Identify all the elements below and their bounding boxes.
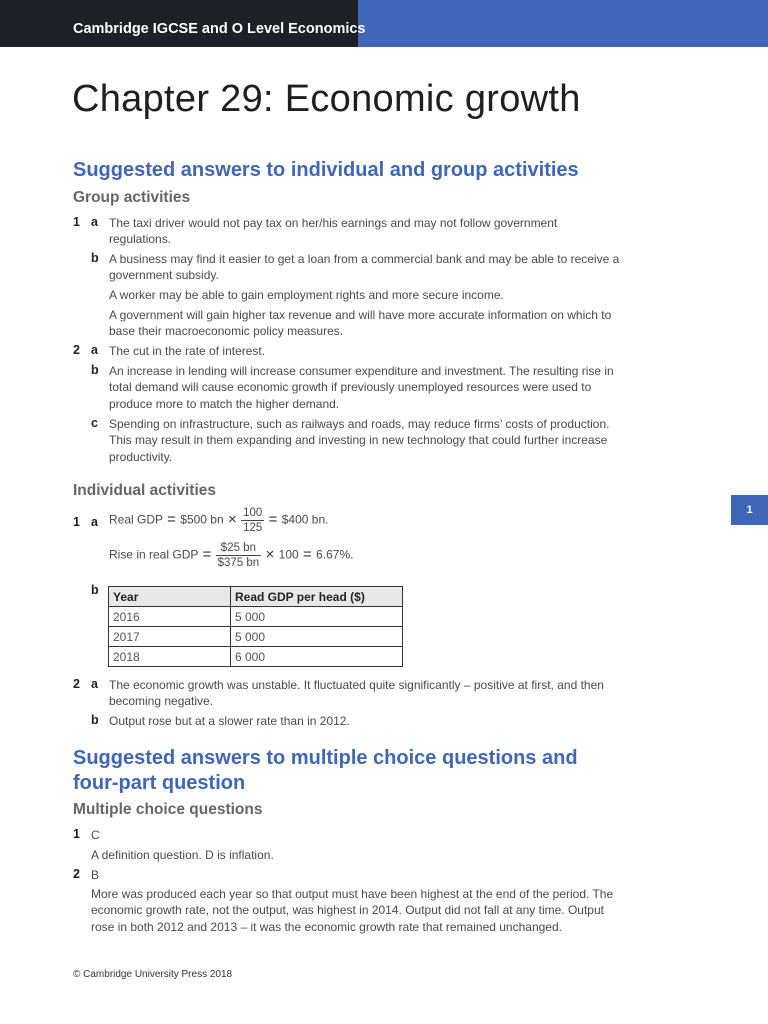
- subheading-individual-activities: Individual activities: [73, 482, 216, 499]
- answer-text: A government will gain higher tax revenue and will have more accurate information on which to base their macroeconomic policy measures.: [109, 308, 612, 339]
- equation-term: 100: [278, 547, 299, 562]
- part-label: a: [91, 677, 98, 691]
- section-heading-line: Suggested answers to multiple choice questions and: [73, 747, 578, 769]
- equation-term: Real GDP: [109, 512, 163, 527]
- question-number: 1: [73, 827, 80, 841]
- denominator: $375 bn: [217, 557, 260, 569]
- part-label: a: [91, 215, 98, 229]
- part-label: b: [91, 363, 99, 377]
- answer-text: A worker may be able to gain employment rights and more secure income.: [109, 288, 504, 302]
- question-number: 1: [73, 215, 80, 229]
- fraction: [241, 506, 264, 535]
- answer-text: Spending on infrastructure, such as railways and roads, may reduce firms’ costs of production. This may result in them expanding and investing in new technology that could further increase productivity.: [109, 417, 610, 464]
- table-cell: 2018: [109, 647, 231, 667]
- rise-in-real-gdp-equation: [109, 541, 353, 570]
- mc-answer-letter: C: [91, 828, 100, 842]
- answer-text: Output rose but at a slower rate than in 2012.: [109, 714, 350, 728]
- book-title: Cambridge IGCSE and O Level Economics: [73, 21, 366, 37]
- times-sign: ×: [228, 510, 237, 528]
- gdp-table: [108, 586, 403, 667]
- table-cell: 6 000: [231, 647, 403, 667]
- numerator: $25 bn: [216, 541, 262, 556]
- question-number: 1: [73, 515, 80, 529]
- equals-sign: =: [202, 545, 212, 563]
- part-label: c: [91, 416, 98, 430]
- part-label: b: [91, 583, 99, 597]
- page-number-tab: 1: [731, 495, 768, 525]
- answer-text: More was produced each year so that output must have been highest at the end of the period. The economic growth rate, not the output, was highest in 2014. Output did not fall at any time. Output rose in both 2012 and 2013 – it was the economic growth rate that remained unchanged.: [91, 887, 614, 934]
- header-bar-accent: [358, 0, 768, 47]
- question-number: 2: [73, 867, 80, 881]
- section-heading-line: four-part question: [73, 772, 246, 794]
- table-row: [109, 647, 403, 667]
- table-header-row: [109, 587, 403, 607]
- part-label: a: [91, 343, 98, 357]
- answer-text: The economic growth was unstable. It fluctuated quite significantly – positive at first, and then becoming negative.: [109, 678, 604, 709]
- equals-sign: =: [268, 510, 278, 528]
- equation-term: Rise in real GDP: [109, 547, 199, 562]
- part-label: b: [91, 251, 99, 265]
- part-label: b: [91, 713, 99, 727]
- mc-answer-letter: B: [91, 868, 100, 882]
- section-heading-activities: Suggested answers to individual and group activities: [73, 159, 579, 181]
- table-cell: 2017: [109, 627, 231, 647]
- question-number: 2: [73, 343, 80, 357]
- answer-text: A definition question. D is inflation.: [91, 848, 274, 862]
- table-cell: 5 000: [231, 627, 403, 647]
- section-heading-mcq: [73, 746, 578, 796]
- question-number: 2: [73, 677, 80, 691]
- real-gdp-equation: [109, 506, 328, 535]
- part-label: a: [91, 515, 98, 529]
- answer-text: A business may find it easier to get a loan from a commercial bank and may be able to receive a government subsidy.: [109, 252, 620, 283]
- answer-text: The taxi driver would not pay tax on her/his earnings and may not follow government regulations.: [109, 216, 558, 247]
- table-cell: 2016: [109, 607, 231, 627]
- table-row: [109, 627, 403, 647]
- equals-sign: =: [167, 510, 176, 528]
- column-header-year: Year: [109, 587, 231, 607]
- times-sign: ×: [265, 545, 275, 563]
- table-row: [109, 607, 403, 627]
- denominator: 125: [243, 522, 263, 534]
- column-header-gdp: Read GDP per head ($): [231, 587, 403, 607]
- fraction: [216, 541, 262, 570]
- answer-text: An increase in lending will increase consumer expenditure and investment. The resulting rise in total demand will cause economic growth if previously unemployed resources were used to produce more to match the higher demand.: [109, 364, 614, 411]
- subheading-multiple-choice: Multiple choice questions: [73, 801, 263, 818]
- copyright-footer: © Cambridge University Press 2018: [73, 969, 233, 980]
- equation-result: 6.67%.: [316, 547, 354, 562]
- equation-result: $400 bn.: [281, 512, 329, 527]
- answer-text: The cut in the rate of interest.: [109, 344, 266, 358]
- equals-sign: =: [303, 545, 312, 563]
- subheading-group-activities: Group activities: [73, 189, 191, 206]
- table-cell: 5 000: [231, 607, 403, 627]
- chapter-title: Chapter 29: Economic growth: [72, 78, 581, 120]
- numerator: 100: [243, 507, 263, 519]
- equation-term: $500 bn: [180, 512, 224, 527]
